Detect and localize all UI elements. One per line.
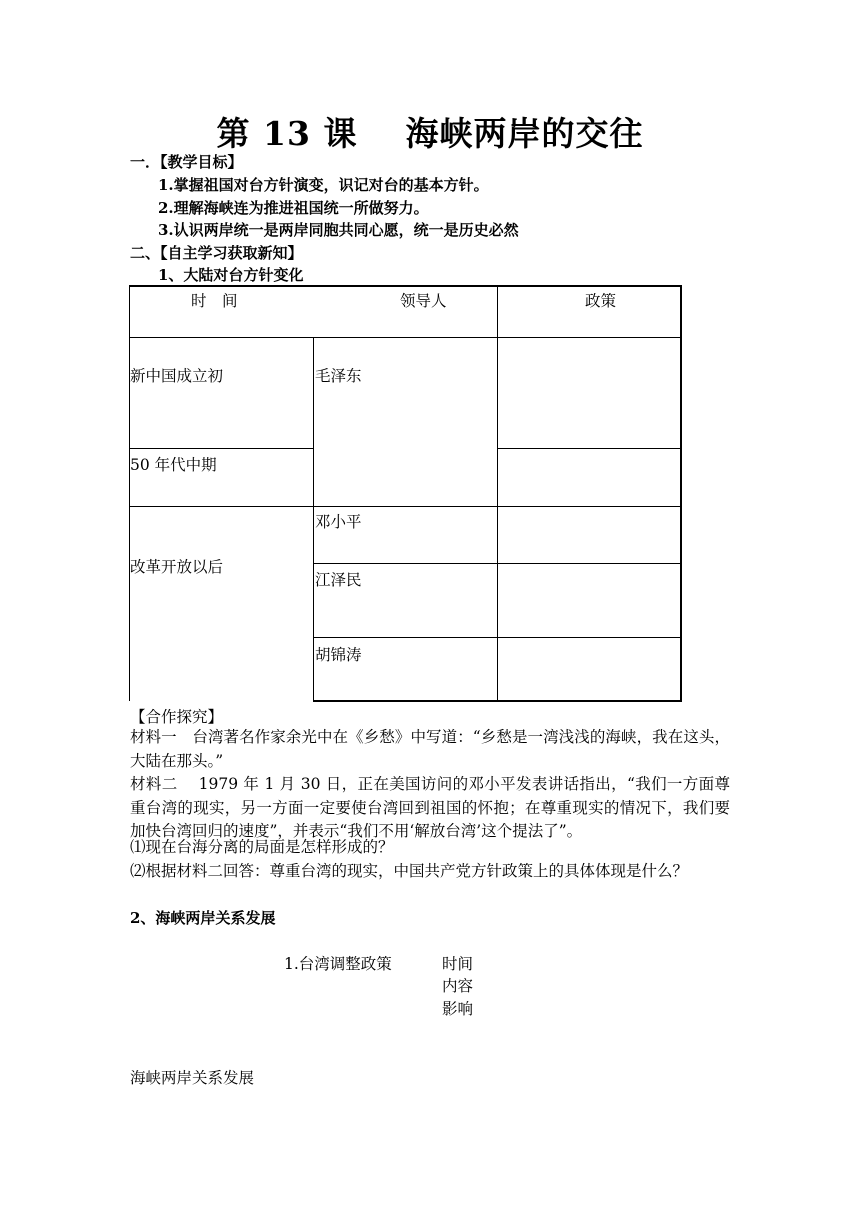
material-1: 材料一 台湾著名作家余光中在《乡愁》中写道：“乡愁是一湾浅浅的海峡，我在这头，大陆在那头。” (130, 728, 730, 770)
period-cell: 改革开放以后 (130, 558, 224, 576)
lesson-number: 第 13 课 (216, 114, 358, 153)
objective-2: 2.理解海峡连为推进祖国统一所做努力。 (158, 199, 429, 217)
diagram-sub-time: 时间 (442, 955, 474, 973)
page-title (0, 108, 860, 155)
question-2: ⑵根据材料二回答：尊重台湾的现实，中国共产党方针政策上的具体体现是什么？ (130, 862, 689, 880)
diagram-sub-impact: 影响 (442, 1000, 474, 1018)
header-policy: 政策 (585, 292, 617, 310)
table-border-left (129, 285, 130, 701)
header-time: 时 间 (191, 292, 238, 310)
table-line (129, 448, 313, 449)
table-border-top (129, 285, 681, 287)
header-leader: 领导人 (400, 292, 447, 310)
cooperation-heading: 【合作探究】 (130, 708, 224, 726)
objective-3: 3.认识两岸统一是两岸同胞共同心愿，统一是历史必然 (158, 221, 519, 239)
table-line (497, 448, 681, 449)
diagram-root-label: 海峡两岸关系发展 (130, 1069, 255, 1087)
subsection-2-heading: 2、海峡两岸关系发展 (130, 909, 276, 927)
table-line (129, 337, 681, 338)
question-1: ⑴现在台海分离的局面是怎样形成的？ (130, 838, 394, 856)
subsection-1-heading: 1、大陆对台方针变化 (158, 266, 304, 284)
table-line (129, 506, 681, 507)
leader-cell: 毛泽东 (315, 367, 362, 385)
leader-cell: 邓小平 (315, 513, 362, 531)
section-1-heading: 一．【教学目标】 (130, 153, 243, 171)
leader-cell: 胡锦涛 (315, 646, 362, 664)
period-cell: 50 年代中期 (130, 456, 217, 474)
section-2-heading: 二、【自主学习获取新知】 (130, 244, 303, 262)
objective-1: 1.掌握祖国对台方针演变，识记对台的基本方针。 (158, 176, 489, 194)
leader-cell: 江泽民 (315, 571, 362, 589)
diagram-item: 1.台湾调整政策 (284, 955, 392, 973)
diagram-sub-content: 内容 (442, 977, 474, 995)
period-cell: 新中国成立初 (130, 367, 224, 385)
material-2: 材料二 1979 年 1 月 30 日，正在美国访问的邓小平发表讲话指出，“我们一方面尊重台湾的现实，另一方面一定要使台湾回到祖国的怀抱；在尊重现实的情况下，我们要加快台湾回归的速度”，并表示“我们不用‘解放台湾’这个提法了”。 (130, 775, 730, 840)
table-line (497, 285, 498, 702)
table-line (313, 337, 314, 702)
table-border-right (680, 285, 682, 702)
lesson-title: 海峡两岸的交往 (405, 114, 644, 153)
